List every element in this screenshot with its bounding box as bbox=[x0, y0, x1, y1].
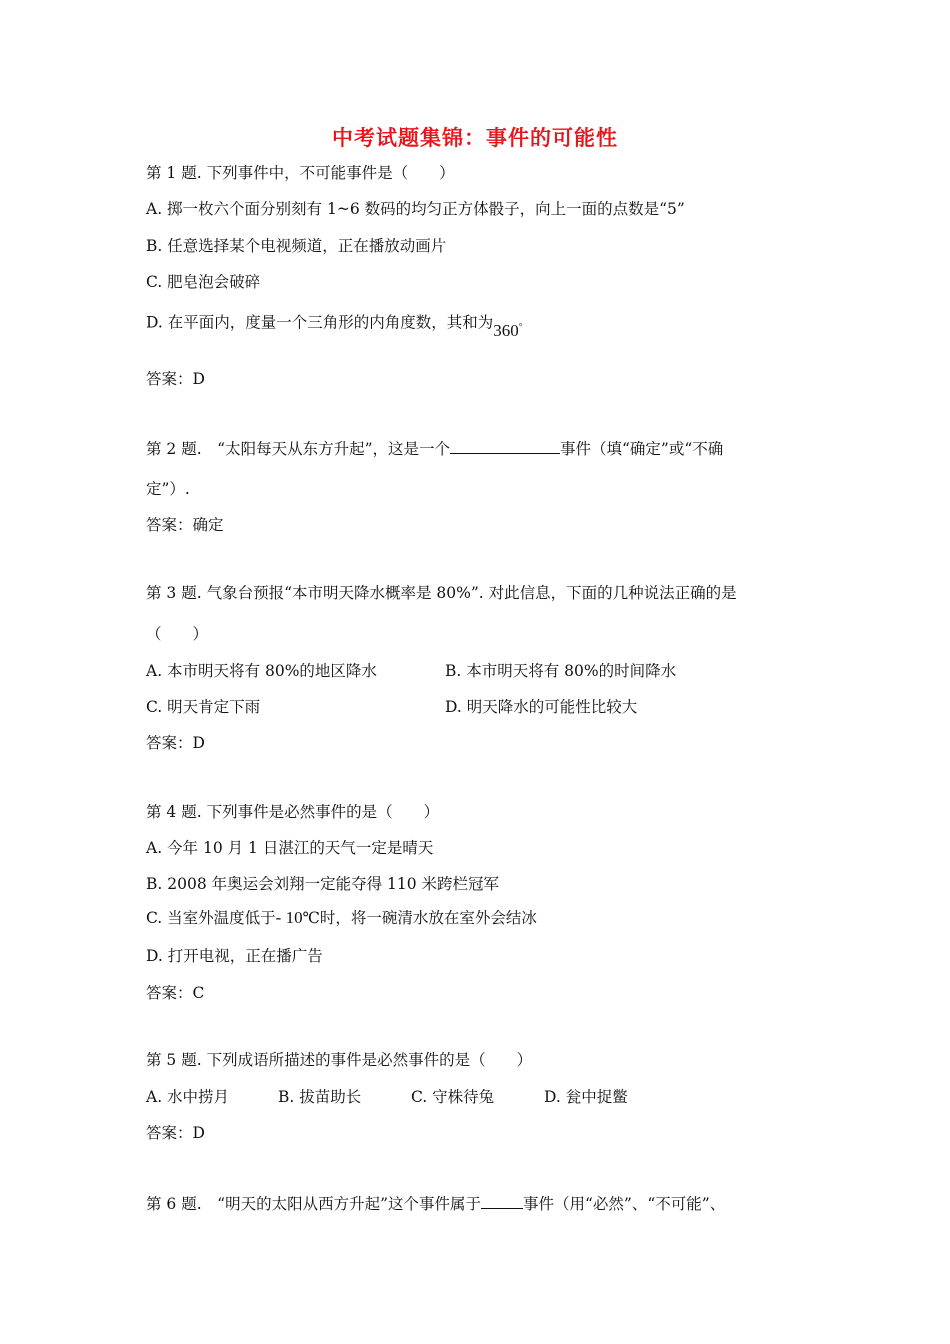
q4-option-a: A. 今年 10 月 1 日湛江的天气一定是晴天 bbox=[146, 839, 434, 857]
q4-option-c-pre: C. 当室外温度低于 bbox=[146, 909, 276, 927]
q1-option-b: B. 任意选择某个电视频道，正在播放动画片 bbox=[146, 237, 447, 255]
q5-stem: 第 5 题. 下列成语所描述的事件是必然事件的是（ ） bbox=[146, 1051, 533, 1069]
q4-answer: 答案：C bbox=[146, 984, 205, 1002]
q3-option-d: D. 明天降水的可能性比较大 bbox=[445, 698, 638, 716]
q3-answer: 答案：D bbox=[146, 734, 205, 752]
q1-option-d bbox=[146, 308, 523, 340]
q1-answer: 答案：D bbox=[146, 370, 205, 388]
q1-option-d-text: D. 在平面内，度量一个三角形的内角度数，其和为 bbox=[146, 313, 494, 332]
q5-option-a: A. 水中捞月 bbox=[146, 1088, 230, 1106]
q3-paren: （ ） bbox=[146, 625, 209, 643]
q4-option-c-post: ℃时，将一碗清水放在室外会结冰 bbox=[302, 909, 537, 927]
q5-option-d: D. 瓮中捉鳖 bbox=[544, 1088, 628, 1106]
q2-answer-blank bbox=[450, 437, 560, 454]
q3-option-b: B. 本市明天将有 80%的时间降水 bbox=[445, 662, 677, 680]
q6-stem bbox=[146, 1192, 725, 1214]
angle-value: 360 bbox=[493, 320, 519, 340]
q2-stem-part1: 第 2 题. “太阳每天从东方升起”，这是一个 bbox=[146, 440, 450, 458]
q6-stem-part1: 第 6 题. “明天的太阳从西方升起”这个事件属于 bbox=[146, 1195, 481, 1213]
q5-option-c: C. 守株待兔 bbox=[411, 1088, 495, 1106]
q2-stem-continued: 定”）. bbox=[146, 480, 190, 498]
q1-option-a: A. 掷一枚六个面分别刻有 1~6 数码的均匀正方体骰子，向上一面的点数是“5” bbox=[146, 200, 685, 218]
q6-stem-part2: 事件（用“必然”、“不可能”、 bbox=[523, 1195, 726, 1213]
q1-stem: 第 1 题. 下列事件中，不可能事件是（ ） bbox=[146, 164, 455, 182]
q4-stem: 第 4 题. 下列事件是必然事件的是（ ） bbox=[146, 803, 440, 821]
q2-stem bbox=[146, 437, 723, 459]
q1-option-d-math bbox=[493, 321, 522, 340]
q2-stem-part2: 事件（填“确定”或“不确 bbox=[560, 440, 724, 458]
q5-options bbox=[146, 1087, 628, 1107]
q3-stem: 第 3 题. 气象台预报“本市明天降水概率是 80%”. 对此信息，下面的几种说法正确的是 bbox=[146, 584, 737, 602]
q3-option-c: C. 明天肯定下雨 bbox=[146, 698, 261, 716]
q5-answer: 答案：D bbox=[146, 1124, 205, 1142]
q4-option-c-math: - 10 bbox=[275, 908, 303, 927]
q3-option-a: A. 本市明天将有 80%的地区降水 bbox=[146, 662, 377, 680]
page-title: 中考试题集锦：事件的可能性 bbox=[332, 125, 618, 150]
degree-symbol: ° bbox=[518, 321, 523, 331]
q1-option-c: C. 肥皂泡会破碎 bbox=[146, 273, 261, 291]
q2-answer: 答案：确定 bbox=[146, 516, 224, 534]
q5-option-b: B. 拔苗助长 bbox=[278, 1088, 362, 1106]
q6-answer-blank bbox=[481, 1192, 523, 1209]
q4-option-c bbox=[146, 908, 537, 928]
q4-option-b: B. 2008 年奥运会刘翔一定能夺得 110 米跨栏冠军 bbox=[146, 875, 500, 893]
q4-option-d: D. 打开电视，正在播广告 bbox=[146, 947, 323, 965]
